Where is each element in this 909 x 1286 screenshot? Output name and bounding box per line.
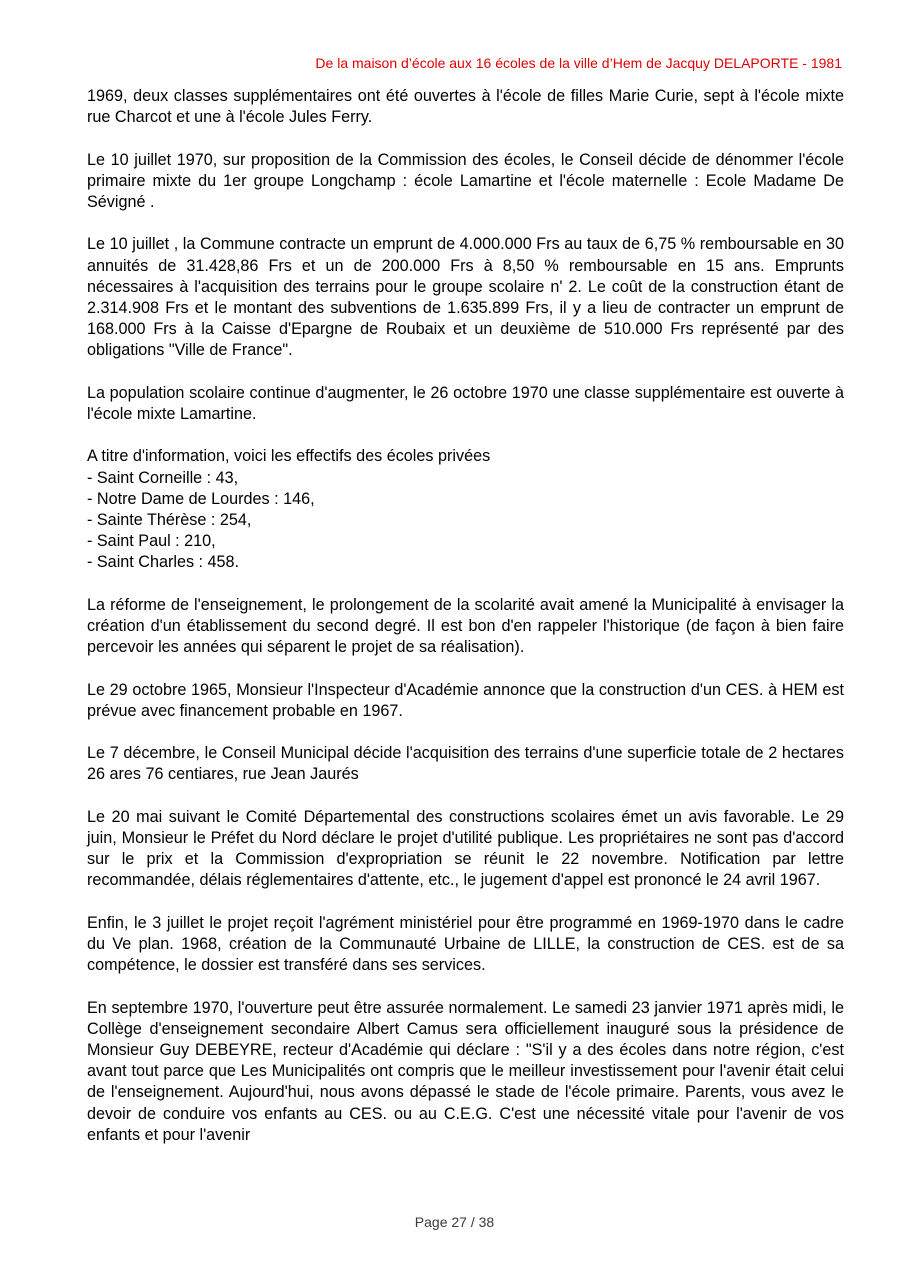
paragraph-school-naming: Le 10 juillet 1970, sur proposition de la Commission des écoles, le Conseil décide de dénommer l'école primaire mixte du 1er groupe Longchamp : école Lamartine et l'école maternelle : Ecole Madame De Sévigné . (87, 150, 844, 211)
paragraph-1969-classes: 1969, deux classes supplémentaires ont été ouvertes à l'école de filles Marie Curie, sept à l'école mixte rue Charcot et une à l'école Jules Ferry. (87, 87, 844, 127)
paragraph-inauguration: En septembre 1970, l'ouverture peut être assurée normalement. Le samedi 23 janvier 1971 après midi, le Collège d'enseignement secondaire Albert Camus sera officiellement inauguré sous la présidence de Monsieur Guy DEBEYRE, recteur d'Académie qui déclare : "S'il y a des écoles dans notre région, c'est avant tout parce que Les Municipalités ont compris que le meilleur investissement pour l'avenir était celui de l'enseignement. Aujourd'hui, nous avons dépassé le stade de l'école primaire. Parents, vous avez le devoir de conduire vos enfants au CES. ou au C.E.G. C'est une nécessité vitale pour l'avenir de vos enfants et pour l'avenir (87, 998, 844, 1144)
paragraph-ministerial-approval: Enfin, le 3 juillet le projet reçoit l'agrément ministériel pour être programmé en 1969-1970 dans le cadre du Ve plan. 1968, création de la Communauté Urbaine de LILLE, la construction de CES. est de sa compétence, le dossier est transféré dans ses services. (87, 913, 844, 975)
page-body (87, 86, 844, 1146)
running-header: De la maison d’école aux 16 écoles de la ville d’Hem de Jacquy DELAPORTE - 1981 (315, 55, 842, 71)
paragraph-land-acquisition: Le 7 décembre, le Conseil Municipal décide l'acquisition des terrains d'une superficie totale de 2 hectares 26 ares 76 centiares, rue Jean Jaurés (87, 744, 844, 784)
list-item: - Saint Paul : 210, (87, 532, 216, 551)
list-item: - Notre Dame de Lourdes : 146, (87, 489, 315, 508)
list-item: - Sainte Thérèse : 254, (87, 511, 252, 529)
paragraph-education-reform: La réforme de l'enseignement, le prolongement de la scolarité avait amené la Municipalité à envisager la création d'un établissement du second degré. Il est bon d'en rappeler l'historique (de façon à bien faire percevoir les années qui séparent le projet de sa réalisation). (87, 595, 844, 657)
paragraph-school-population: La population scolaire continue d'augmenter, le 26 octobre 1970 une classe supplémentaire est ouverte à l'école mixte Lamartine. (87, 383, 844, 423)
private-schools-intro: A titre d'information, voici les effectifs des écoles privées (87, 447, 491, 466)
private-schools-list (87, 468, 844, 574)
paragraph-expropriation: Le 20 mai suivant le Comité Départemental des constructions scolaires émet un avis favorable. Le 29 juin, Monsieur le Préfet du Nord déclare le projet d'utilité publique. Les propriétaires ne sont pas d'accord sur le prix et la Commission d'expropriation se réunit le 22 novembre. Notification par lettre recommandée, délais réglementaires d'attente, etc., le jugement d'appel est prononcé le 24 avril 1967. (87, 807, 844, 890)
page-number: Page 27 / 38 (414, 1214, 495, 1230)
paragraph-loans: Le 10 juillet , la Commune contracte un emprunt de 4.000.000 Frs au taux de 6,75 % remboursable en 30 annuités de 31.428,86 Frs et un de 200.000 Frs à 8,50 % remboursable en 15 ans. Emprunts nécessaires à l'acquisition des terrains pour le groupe scolaire n' 2. Le coût de la construction étant de 2.314.908 Frs et le montant des subventions de 1.635.899 Frs, il y a lieu de contracter un emprunt de 168.000 Frs à la Caisse d'Epargne de Roubaix et un deuxième de 510.000 Frs représenté par des obligations "Ville de France". (87, 235, 844, 360)
list-item: - Saint Corneille : 43, (87, 468, 239, 487)
list-item: - Saint Charles : 458. (87, 553, 240, 572)
paragraph-ces-announcement: Le 29 octobre 1965, Monsieur l'Inspecteur d'Académie annonce que la construction d'un CES. à HEM est prévue avec financement probable en 1967. (87, 680, 844, 720)
